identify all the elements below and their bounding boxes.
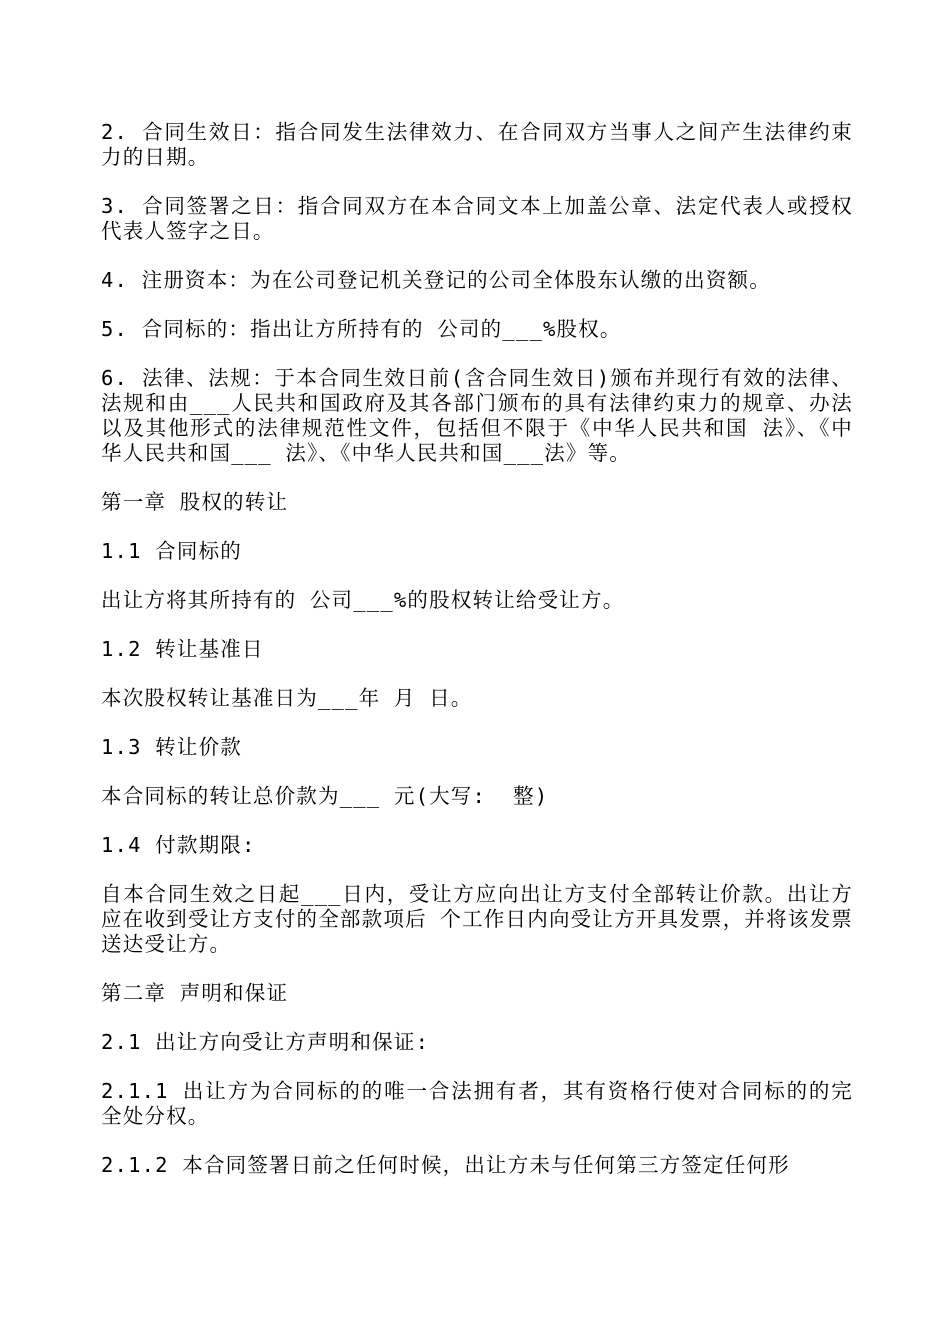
section-1-2-text: 本次股权转让基准日为___年 月 日。: [101, 686, 473, 710]
section-1-1-heading: 1.1 合同标的: [101, 539, 242, 563]
section-1-3-heading: 1.3 转让价款: [101, 735, 242, 759]
section-2-1-1-text: 2.1.1 出让方为合同标的的唯一合法拥有者，其有资格行使对合同标的的完全处分权。: [101, 1079, 853, 1128]
section-1-4-text: 自本合同生效之日起___日内，受让方应向出让方支付全部转让价款。出让方应在收到受让方支付的全部款项后 个工作日内向受让方开具发票，并将该发票送达受让方。: [101, 882, 853, 956]
document-body: [101, 120, 853, 1202]
chapter-one-heading: 第一章 股权的转让: [101, 490, 289, 514]
definition-contract-subject: 5. 合同标的：指出让方所持有的 公司的___%股权。: [101, 317, 622, 341]
definition-laws-regulations: 6. 法律、法规：于本合同生效日前(含合同生效日)颁布并现行有效的法律、法规和由___人民共和国政府及其各部门颁布的具有法律约束力的规章、办法以及其他形式的法律规范性文件，包括但不限于《中华人民共和国 法》、《中华人民共和国___ 法》、《中华人民共和国___法》等。: [101, 366, 853, 465]
section-1-4-heading: 1.4 付款期限:: [101, 833, 256, 857]
section-2-1-heading: 2.1 出让方向受让方声明和保证:: [101, 1030, 430, 1054]
definition-registered-capital: 4. 注册资本：为在公司登记机关登记的公司全体股东认缴的出资额。: [101, 268, 771, 292]
definition-effective-date: 2. 合同生效日：指合同发生法律效力、在合同双方当事人之间产生法律约束力的日期。: [101, 120, 853, 169]
definition-signing-date: 3. 合同签署之日：指合同双方在本合同文本上加盖公章、法定代表人或授权代表人签字之日。: [101, 194, 853, 243]
chapter-two-heading: 第二章 声明和保证: [101, 981, 289, 1005]
section-1-2-heading: 1.2 转让基准日: [101, 637, 264, 661]
section-2-1-2-text: 2.1.2 本合同签署日前之任何时候，出让方未与任何第三方签定任何形: [101, 1153, 790, 1177]
section-1-3-text: 本合同标的转让总价款为___ 元(大写: 整): [101, 784, 549, 808]
section-1-1-text: 出让方将其所持有的 公司___%的股权转让给受让方。: [101, 588, 625, 612]
